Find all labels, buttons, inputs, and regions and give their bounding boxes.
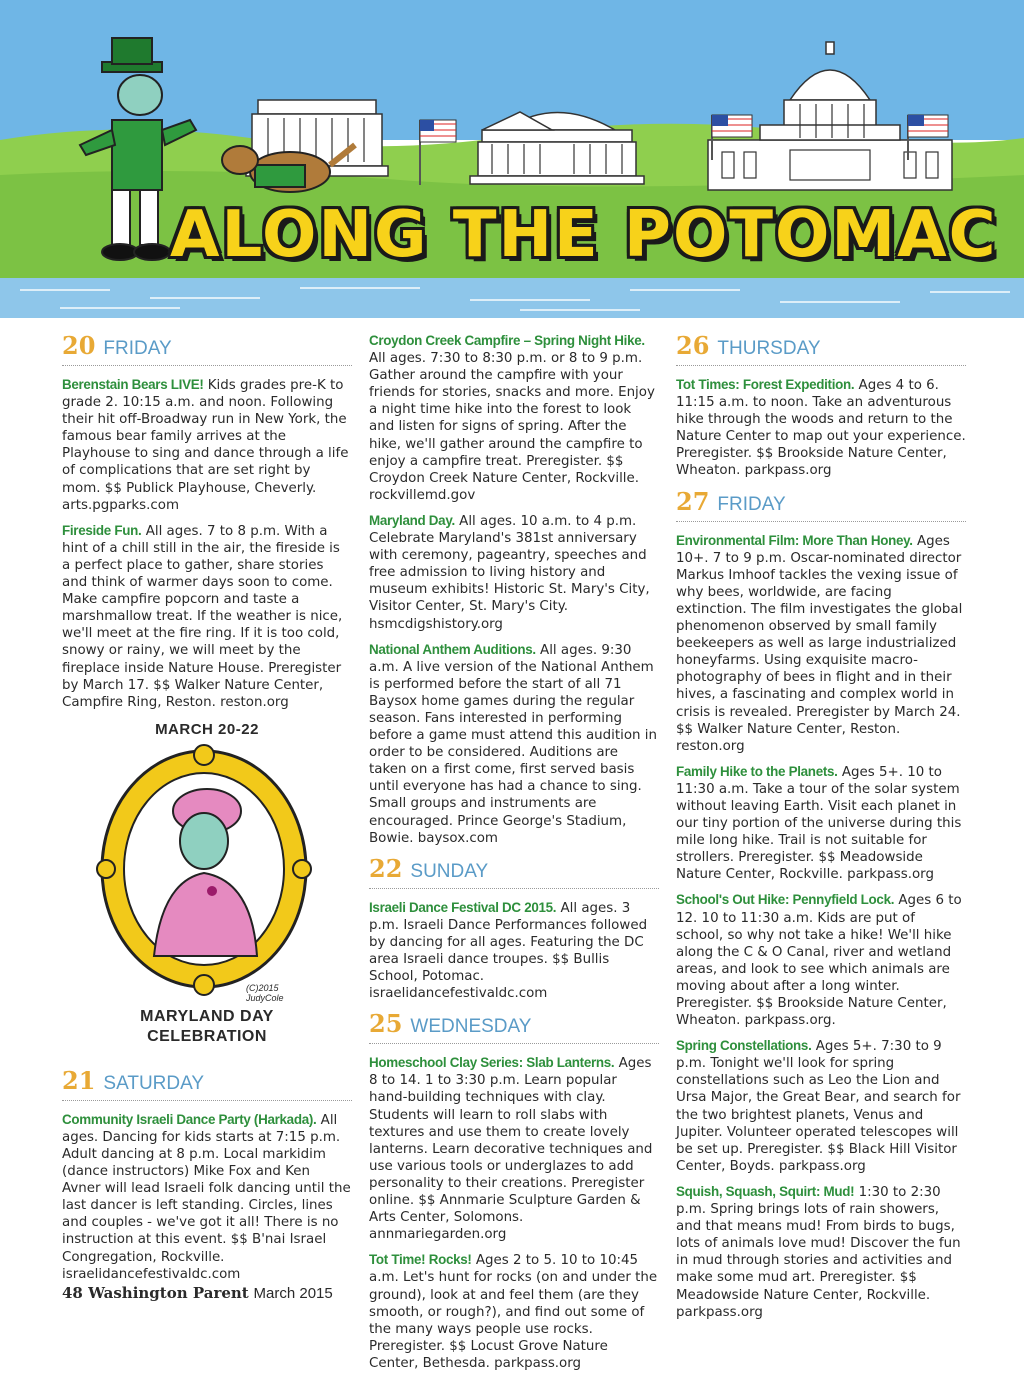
- event-body: Ages 2 to 5. 10 to 10:45 a.m. Let's hunt for rocks (on and under the ground), look at and feel them (are they smooth, or rough?), and find out some of the many ways people use rocks. Preregister. $$ Locust Grove Nature Center, Bethesda. parkpass.org: [369, 1253, 658, 1371]
- event-body: All ages. Dancing for kids starts at 7:15 p.m. Adult dancing at 8 p.m. Local markidim (dance instructors) Mike Fox and Ken Avner will lead Israeli folk dancing until the last dancer is left standing. Circles, lines and couples - we've got it all! There is no instruction at this event. $$ B'nai Israel Congregation, Rockville. israelidancefestivaldc.com: [62, 1112, 351, 1282]
- day-heading-25: [369, 1010, 659, 1044]
- event-item: [676, 532, 966, 755]
- event-item: [676, 1037, 966, 1175]
- illustration-date: MARCH 20-22: [155, 720, 259, 738]
- footer-brand: 48 Washington Parent: [62, 1284, 249, 1302]
- day-number: 20: [62, 331, 96, 360]
- event-body: Ages 10+. 7 to 9 p.m. Oscar-nominated director Markus Imhoof tackles the vexing issue of why bees, worldwide, are facing extinction. The film investigates the global phenomenon observed by small family beekeepers as well as large industrialized honeyfarms. Using exquisite macro-photography of bees in flight and in their hives, a fascinating and complex world in crisis is revealed. Preregister by March 24. $$ Walker Nature Center, Reston. reston.org: [676, 533, 963, 754]
- day-name: THURSDAY: [717, 338, 821, 359]
- day-name: SATURDAY: [103, 1072, 205, 1094]
- event-item: [369, 1251, 659, 1372]
- event-item: [62, 376, 352, 514]
- event-body: Kids grades pre-K to grade 2. 10:15 a.m. and noon. Following their hit off-Broadway run in New York, the famous bear family arrives at the Playhouse to sing and dance through a life of complications that are set right by mom. $$ Publick Playhouse, Cheverly. arts.pgparks.com: [62, 378, 349, 513]
- day-number: 22: [369, 853, 403, 883]
- event-item: [369, 512, 659, 633]
- event-body: Ages 6 to 12. 10 to 11:30 a.m. Kids are put of school, so why not take a hike! We'll hike along the C & O Canal, river and wetland areas, and look to see which animals are moving about after a long winter. Preregister. $$ Brookside Nature Center, Wheaton. parkpass.org.: [676, 893, 962, 1029]
- event-title: Tot Time! Rocks!: [369, 1252, 472, 1268]
- event-item: [676, 1183, 966, 1321]
- event-title: Family Hike to the Planets.: [676, 763, 838, 779]
- event-item: [369, 1054, 659, 1243]
- event-item: [676, 891, 966, 1029]
- event-item: [62, 1111, 352, 1283]
- day-number: 25: [369, 1009, 403, 1039]
- portrait-frame-icon: [92, 741, 322, 991]
- event-title: Maryland Day.: [369, 512, 455, 528]
- event-body: Ages 5+. 7:30 to 9 p.m. Tonight we'll look for spring constellations such as Leo the Lion and Ursa Major, the Great Bear, and search for the two brightest planets, Venus and Jupiter. Volunteer operated telescopes will be set up. Preregister. $$ Black Hill Visitor Center, Boyds. parkpass.org: [676, 1039, 961, 1174]
- day-number: 26: [676, 331, 710, 360]
- illustration-credit: [246, 983, 284, 1003]
- event-title: School's Out Hike: Pennyfield Lock.: [676, 892, 895, 908]
- caption-line-2: CELEBRATION: [147, 1027, 267, 1045]
- event-title: Fireside Fun.: [62, 522, 142, 538]
- event-body: All ages. 7 to 8 p.m. With a hint of a chill still in the air, the fireside is a perfect place to gather, share stories and think of warmer days soon to come. Make campfire popcorn and taste a marshmallow treat. If the weather is nice, we'll meet at the fire ring. If it is too cold, snowy or rainy, we will meet by the fireplace inside Nature House. Preregister by March 17. $$ Walker Nature Center, Campfire Ring, Reston. reston.org: [62, 523, 343, 710]
- column-3: [676, 332, 966, 1329]
- event-item: [676, 376, 966, 480]
- illustration-caption: [62, 1007, 352, 1047]
- event-title: Berenstain Bears LIVE!: [62, 377, 204, 392]
- day-name: SUNDAY: [410, 860, 489, 882]
- event-title: Tot Times: Forest Expedition.: [676, 377, 855, 392]
- event-body: All ages. 3 p.m. Israeli Dance Performances followed by dancing for all ages. Featuring the DC area Israeli dance troupes. $$ Bullis School, Potomac. israelidancefestivaldc.com: [369, 900, 648, 1002]
- event-body: Ages 8 to 14. 1 to 3:30 p.m. Learn popular hand-building techniques with clay. Students will learn to roll slabs with textures and use them to create lovely lanterns. Learn decorative techniques and use various tools or underglazes to add personality to their creations. Preregister online. $$ Annmarie Sculpture Garden & Arts Center, Solomons. annmariegarden.org: [369, 1056, 653, 1243]
- event-title: Squish, Squash, Squirt: Mud!: [676, 1183, 855, 1199]
- credit-artist: JudyCole: [246, 992, 284, 1003]
- event-item: [369, 332, 659, 504]
- event-body: All ages. 9:30 a.m. A live version of the National Anthem is performed before the start of all 71 Baysox home games during the regular season. Fans interested in performing before a game must attend this audition in order to be considered. Auditions are taken on a first come, first served basis until everyone has had a chance to sing. Small groups and instruments are encouraged. Prince George's Stadium, Bowie. baysox.com: [369, 642, 657, 846]
- event-item: [369, 641, 659, 847]
- day-heading-21: [62, 1067, 352, 1101]
- event-title: National Anthem Auditions.: [369, 641, 536, 657]
- day-name: FRIDAY: [717, 493, 786, 515]
- footer-date: March 2015: [253, 1285, 333, 1302]
- day-number: 27: [676, 486, 710, 516]
- day-heading-26: [676, 332, 966, 366]
- event-body: All ages. 7:30 to 8:30 p.m. or 8 to 9 p.m. Gather around the campfire with your friends for stories, snacks and more. Enjoy a night time hike into the forest to look and listen for signs of spring. After the hike, we'll gather around the campfire to enjoy a campfire treat. Preregister. $$ Croydon Creek Nature Center, Rockville. rockvillemd.gov: [369, 351, 655, 503]
- event-item: [676, 763, 966, 884]
- caption-line-1: MARYLAND DAY: [140, 1007, 274, 1025]
- event-title: Community Israeli Dance Party (Harkada).: [62, 1111, 317, 1127]
- day-number: 21: [62, 1065, 96, 1095]
- event-body: Ages 4 to 6. 11:15 a.m. to noon. Take an adventurous hike through the woods and return to the Nature Center to map out your experience. Preregister. $$ Brookside Nature Center, Wheaton. parkpass.org: [676, 378, 966, 479]
- column-2: [369, 332, 659, 1380]
- event-title: Homeschool Clay Series: Slab Lanterns.: [369, 1055, 615, 1071]
- maryland-day-illustration: [62, 721, 352, 1061]
- day-heading-20: [62, 332, 352, 366]
- day-heading-22: [369, 855, 659, 889]
- event-title: Environmental Film: More Than Honey.: [676, 532, 913, 548]
- day-name: WEDNESDAY: [410, 1016, 532, 1038]
- day-heading-27: [676, 488, 966, 522]
- credit-year: (C)2015: [246, 982, 279, 993]
- event-body: All ages. 10 a.m. to 4 p.m. Celebrate Maryland's 381st anniversary with ceremony, pageantry, speeches and free admission to living history and museum exhibits! Historic St. Mary's City, Visitor Center, St. Mary's City. hsmcdigshistory.org: [369, 513, 650, 632]
- banner-title: ALONG THE POTOMAC: [170, 198, 998, 272]
- page-footer: [62, 1284, 333, 1302]
- event-body: 1:30 to 2:30 p.m. Spring brings lots of rain showers, and that means mud! From birds to bugs, lots of animals love mud! Discover the fun in mud through stories and activities and make some mud art. Preregister. $$ Meadowside Nature Center, Rockville. parkpass.org: [676, 1184, 961, 1320]
- column-1: [62, 332, 352, 1291]
- event-title: Croydon Creek Campfire – Spring Night Hike.: [369, 333, 645, 348]
- event-item: [369, 899, 659, 1003]
- header-banner: [0, 0, 1024, 318]
- event-body: Ages 5+. 10 to 11:30 a.m. Take a tour of the solar system without leaving Earth. Visit each planet in our tiny portion of the universe during this mile long hike. Trail is not suitable for strollers. Preregister. $$ Meadowside Nature Center, Rockville. parkpass.org: [676, 764, 962, 883]
- day-name: FRIDAY: [103, 338, 172, 359]
- event-item: [62, 522, 352, 711]
- event-title: Spring Constellations.: [676, 1038, 812, 1054]
- event-title: Israeli Dance Festival DC 2015.: [369, 899, 557, 915]
